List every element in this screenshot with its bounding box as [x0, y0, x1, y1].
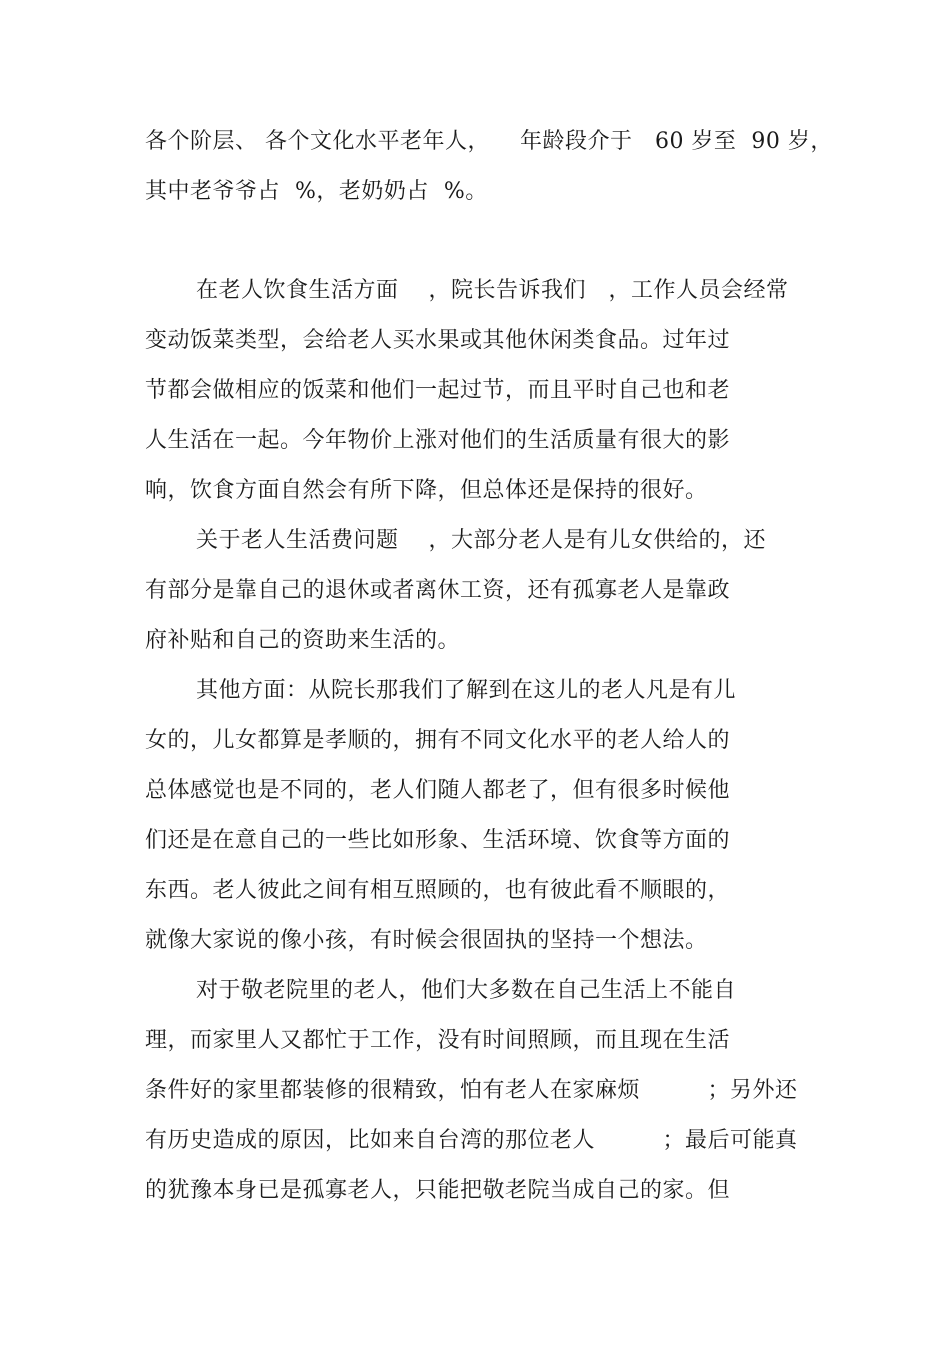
paragraph-5-line-2: 理，而家里人又都忙于工作，没有时间照顾，而且现在生活 — [145, 1028, 731, 1053]
paragraph-5-line-3: 条件好的家里都装修的很精致，怕有老人在家麻烦 ；另外还 — [145, 1078, 798, 1103]
paragraph-4-line-4: 们还是在意自己的一些比如形象、生活环境、饮食等方面的 — [145, 828, 731, 853]
paragraph-4-line-6: 就像大家说的像小孩，有时候会很固执的坚持一个想法。 — [145, 928, 708, 953]
paragraph-4-line-5: 东西。老人彼此之间有相互照顾的，也有彼此看不顺眼的， — [145, 878, 731, 903]
paragraph-2-line-5: 响，饮食方面自然会有所下降，但总体还是保持的很好。 — [145, 478, 708, 503]
paragraph-3-line-1: 关于老人生活费问题 ，大部分老人是有儿女供给的，还 — [196, 528, 766, 553]
paragraph-1-line-1: 各个阶层、 各个文化水平老年人， 年龄段介于 60 岁至 90 岁， — [145, 129, 833, 154]
paragraph-2-line-1: 在老人饮食生活方面 ，院长告诉我们 ，工作人员会经常 — [196, 278, 789, 303]
paragraph-5-line-4: 有历史造成的原因，比如来自台湾的那位老人 ；最后可能真 — [145, 1128, 798, 1153]
paragraph-2-line-3: 节都会做相应的饭菜和他们一起过节，而且平时自己也和老 — [145, 378, 731, 403]
paragraph-3-line-2: 有部分是靠自己的退休或者离休工资，还有孤寡老人是靠政 — [145, 578, 731, 603]
paragraph-4-line-1: 其他方面：从院长那我们了解到在这儿的老人凡是有儿 — [196, 678, 737, 703]
paragraph-2-line-2: 变动饭菜类型，会给老人买水果或其他休闲类食品。过年过 — [145, 328, 731, 353]
paragraph-4-line-2: 女的，儿女都算是孝顺的，拥有不同文化水平的老人给人的 — [145, 728, 731, 753]
paragraph-1-line-2: 其中老爷爷占 %，老奶奶占 %。 — [145, 179, 488, 204]
paragraph-2-line-4: 人生活在一起。今年物价上涨对他们的生活质量有很大的影 — [145, 428, 731, 453]
paragraph-5-line-1: 对于敬老院里的老人，他们大多数在自己生活上不能自 — [196, 978, 737, 1003]
paragraph-3-line-3: 府补贴和自己的资助来生活的。 — [145, 628, 461, 653]
paragraph-5-line-5: 的犹豫本身已是孤寡老人，只能把敬老院当成自己的家。但 — [145, 1178, 731, 1203]
paragraph-4-line-3: 总体感觉也是不同的，老人们随人都老了，但有很多时候他 — [145, 778, 731, 803]
